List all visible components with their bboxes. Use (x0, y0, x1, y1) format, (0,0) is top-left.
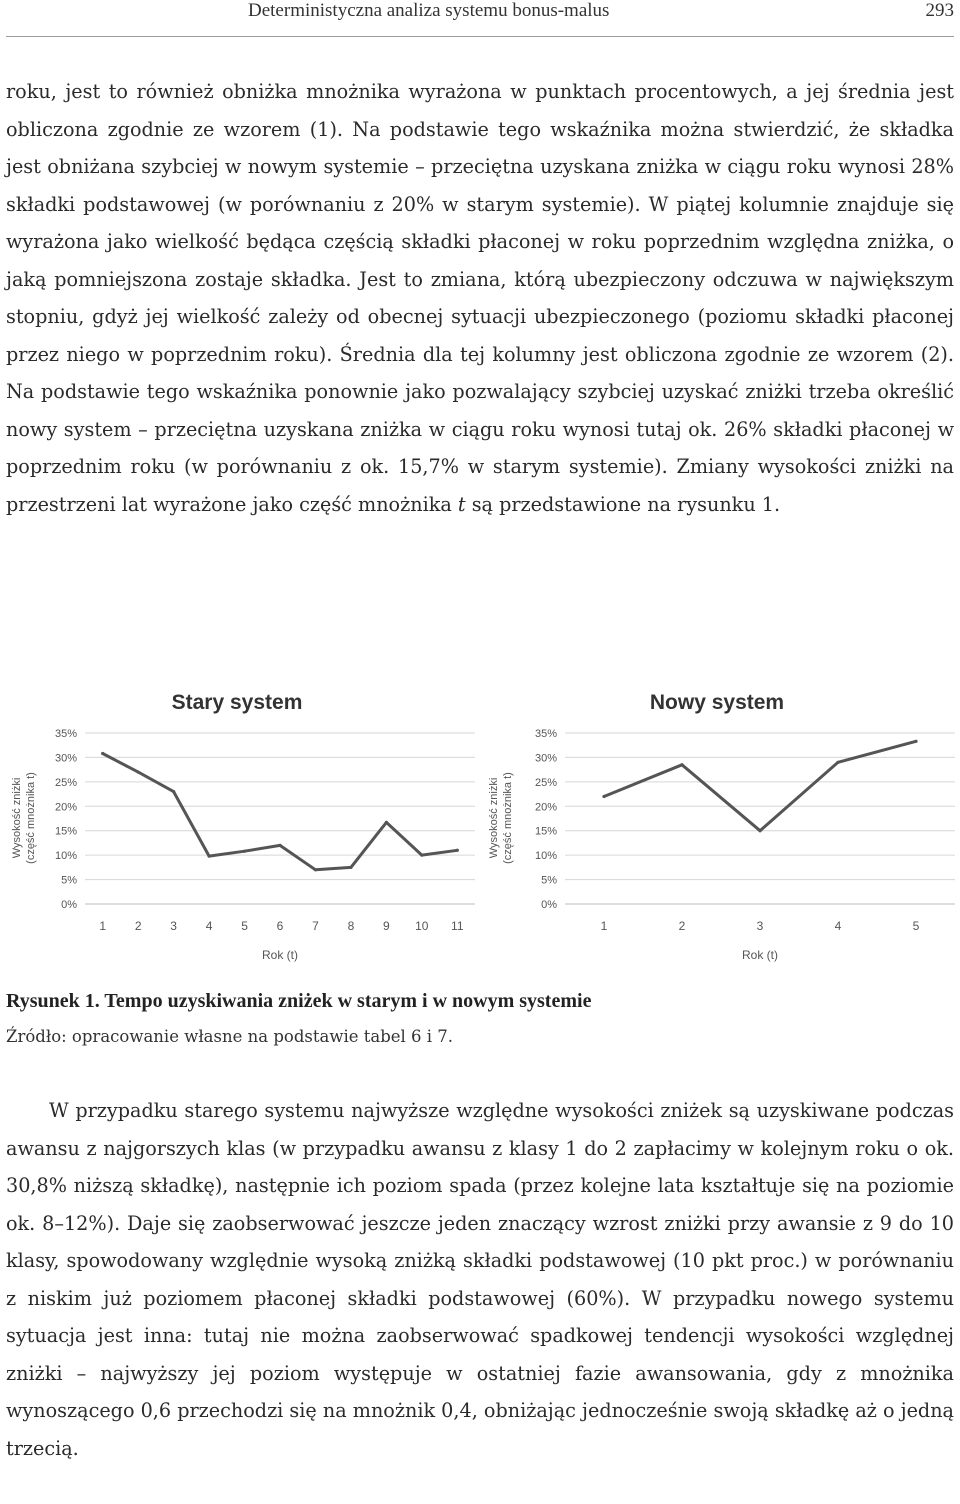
data-point (420, 854, 423, 857)
data-point (349, 866, 352, 869)
y-tick-label: 15% (54, 825, 77, 838)
header-rule (6, 36, 954, 37)
data-point (137, 770, 140, 773)
x-axis-label: Rok (t) (262, 948, 298, 962)
data-point (456, 849, 459, 852)
x-tick-label: 1 (99, 919, 107, 933)
y-tick-label: 5% (61, 874, 77, 887)
y-axis-label-2: (część mnożnika t) (502, 772, 514, 864)
y-tick-label: 35% (54, 728, 77, 740)
y-tick-label: 25% (534, 776, 557, 789)
x-tick-label: 1 (600, 919, 608, 933)
body-paragraph-1 (6, 73, 954, 523)
data-point (680, 763, 683, 766)
page-header (0, 0, 960, 28)
figure-source: Źródło: opracowanie własne na podstawie tabel 6 i 7. (6, 1027, 454, 1046)
y-tick-label: 0% (61, 899, 77, 911)
y-tick-label: 10% (534, 850, 557, 863)
chart-title: Nowy system (649, 691, 785, 714)
series-line (103, 754, 458, 870)
y-tick-label: 0% (541, 899, 557, 911)
y-tick-label: 15% (534, 825, 557, 838)
data-point (207, 855, 210, 858)
page-number: 293 (925, 0, 954, 21)
x-tick-label: 2 (134, 919, 142, 933)
y-tick-label: 25% (54, 776, 77, 789)
data-point (314, 868, 317, 871)
data-point (101, 752, 104, 755)
y-tick-label: 30% (534, 752, 557, 765)
data-point (914, 740, 917, 743)
chart-nowy-system (488, 691, 955, 962)
x-tick-label: 8 (347, 919, 355, 933)
x-tick-label: 9 (383, 919, 390, 933)
x-tick-label: 5 (241, 919, 248, 933)
paragraph-1-italic-t: t (457, 492, 466, 516)
series-line (604, 741, 916, 830)
x-tick-label: 10 (415, 919, 429, 933)
data-point (385, 821, 388, 824)
data-point (172, 790, 175, 793)
y-tick-label: 5% (541, 874, 557, 887)
y-axis-label: Wysokość zniżki (488, 777, 500, 859)
x-tick-label: 11 (451, 919, 464, 933)
figure-caption: Rysunek 1. Tempo uzyskiwania zniżek w starym i w nowym systemie (6, 990, 592, 1012)
y-axis-label-2: (część mnożnika t) (25, 772, 37, 864)
body-paragraph-2: W przypadku starego systemu najwyższe względne wysokości zniżek są uzyskiwane podczas awansu z najgorszych klas (w przypadku awansu z klasy 1 do 2 zapłacimy w kolejnym roku o ok. 30,8% niższą składkę), następnie ich poziom spada (przez kolejne lata kształtuje się na poziomie ok. 8–12%). Daje się zaobserwować jeszcze jeden znaczący wzrost zniżki przy awansie z 9 do 10 klasy, spowodowany względnie wysoką zniżką składki podstawowej (10 pkt proc.) w porównaniu z niskim już poziomem płaconej składki podstawowej (60%). W przypadku nowego systemu sytuacja jest inna: tutaj nie można zaobserwować spadkowej tendencji wysokości względnej zniżki – najwyższy jej poziom występuje w ostatniej fazie awansowania, gdy z mnożnika wynoszącego 0,6 przechodzi się na mnożnik 0,4, obniżając jednocześnie swoją składkę aż o jedną trzecią. (6, 1099, 955, 1460)
data-point (602, 795, 605, 798)
x-tick-label: 4 (205, 919, 213, 933)
x-tick-label: 4 (834, 919, 842, 933)
x-tick-label: 3 (170, 919, 177, 933)
chart-stary-system (11, 691, 475, 962)
paragraph-1-text: roku, jest to również obniżka mnożnika wyrażona w punktach procentowych, a jej średnia jest obliczona zgodnie ze wzorem (1). Na podstawie tego wskaźnika można stwierdzić, że składka jest obniżana szybciej w nowym systemie – przeciętna uzyskana zniżka w ciągu roku wynosi 28% składki podstawowej (w porównaniu z 20% w starym systemie). W piątej kolumnie znajduje się wyrażona jako wielkość będąca częścią składki płaconej w roku poprzednim względna zniżka, o jaką pomniejszona zostaje składka. Jest to zmiana, którą ubezpieczony odczuwa w największym stopniu, gdyż jej wielkość zależy od obecnej sytuacji ubezpieczonego (poziomu składki płaconej przez niego w poprzednim roku). Średnia dla tej kolumny jest obliczona zgodnie ze wzorem (2). Na podstawie tego wskaźnika ponownie jako pozwalający szybciej uzyskać zniżki trzeba określić nowy system – przeciętna uzyskana zniżka w ciągu roku wynosi tutaj ok. 26% składki płaconej w poprzednim roku (w porównaniu z ok. 15,7% w starym systemie). Zmiany wysokości zniżki na przestrzeni lat wyrażone jako część mnożnika (6, 80, 954, 516)
x-tick-label: 3 (756, 919, 764, 933)
y-tick-label: 30% (54, 752, 77, 765)
x-axis-label: Rok (t) (742, 948, 778, 962)
data-point (758, 829, 761, 832)
x-tick-label: 6 (276, 919, 284, 933)
paragraph-1-end: są przedstawione na rysunku 1. (465, 492, 781, 516)
x-tick-label: 7 (312, 919, 319, 933)
y-tick-label: 35% (534, 728, 557, 740)
y-tick-label: 20% (534, 801, 557, 814)
data-point (243, 850, 246, 853)
running-title: Deterministyczna analiza systemu bonus-malus (248, 0, 610, 21)
figure-charts (0, 680, 960, 970)
y-tick-label: 10% (54, 850, 77, 863)
y-tick-label: 20% (54, 801, 77, 814)
y-axis-label: Wysokość zniżki (11, 777, 23, 859)
x-tick-label: 2 (678, 919, 686, 933)
x-tick-label: 5 (912, 919, 920, 933)
data-point (278, 844, 281, 847)
chart-title: Stary system (171, 691, 303, 714)
data-point (836, 761, 839, 764)
